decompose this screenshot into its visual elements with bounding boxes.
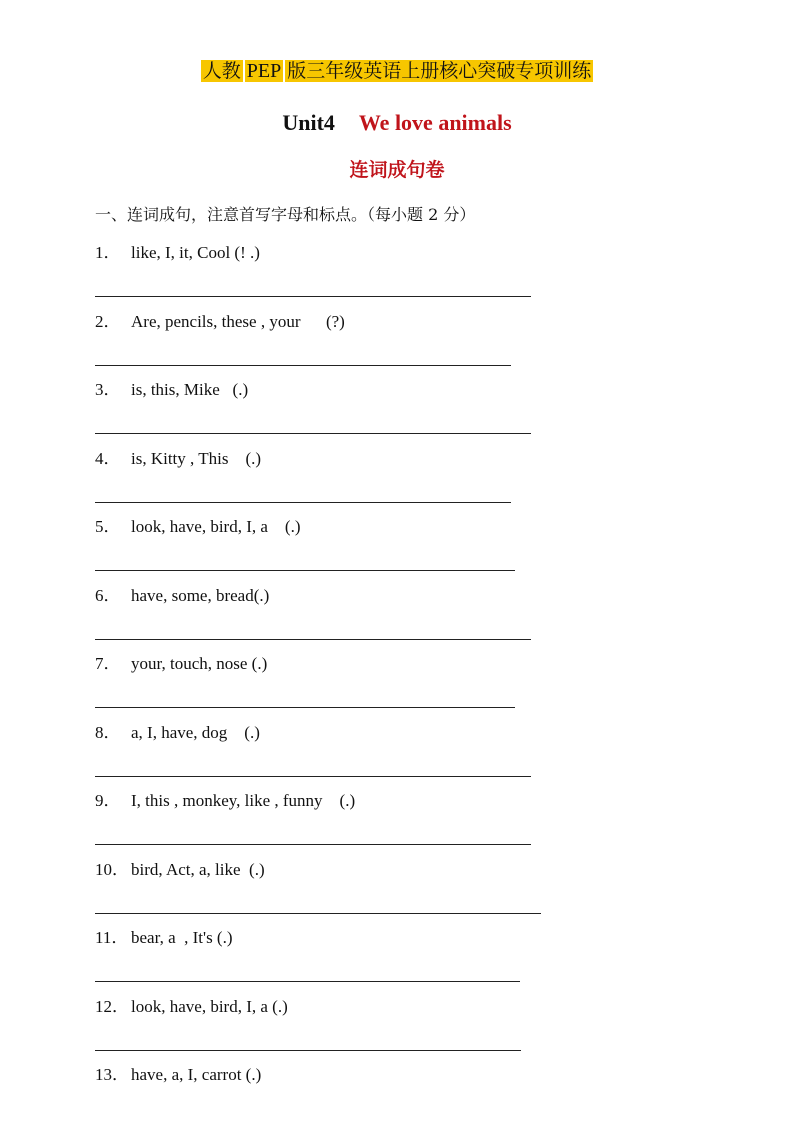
question-item	[95, 515, 300, 539]
banner-part: 版三年级英语上册核心突破专项训练	[287, 60, 592, 82]
question-item	[95, 721, 260, 745]
sheet-title: 连词成句卷	[349, 159, 445, 181]
question-words: bird, Act, a, like (.)	[131, 860, 265, 879]
question-number: 7．	[95, 654, 121, 673]
question-number: 6．	[95, 586, 121, 605]
answer-line[interactable]	[95, 981, 520, 982]
question-words: a, I, have, dog (.)	[131, 723, 260, 742]
question-item	[95, 995, 288, 1019]
answer-line[interactable]	[95, 776, 531, 777]
answer-line[interactable]	[95, 1050, 521, 1051]
answer-line[interactable]	[95, 913, 541, 914]
question-number: 1．	[95, 243, 121, 262]
title-banner	[0, 54, 794, 88]
question-number: 2．	[95, 312, 121, 331]
question-words: have, a, I, carrot (.)	[131, 1065, 262, 1084]
answer-line[interactable]	[95, 296, 531, 297]
question-number: 3．	[95, 380, 121, 399]
question-words: bear, a , It's (.)	[131, 928, 233, 947]
question-number: 4．	[95, 449, 121, 468]
question-words: look, have, bird, I, a (.)	[131, 997, 288, 1016]
answer-line[interactable]	[95, 707, 515, 708]
question-item	[95, 241, 260, 265]
answer-line[interactable]	[95, 844, 531, 845]
question-number: 10．	[95, 860, 129, 879]
question-words: I, this , monkey, like , funny (.)	[131, 791, 356, 810]
question-item	[95, 310, 345, 334]
question-words: look, have, bird, I, a (.)	[131, 517, 301, 536]
question-item	[95, 652, 267, 676]
unit-title	[0, 108, 794, 138]
question-words: is, Kitty , This (.)	[131, 449, 262, 468]
question-words: like, I, it, Cool (! .)	[131, 243, 260, 262]
question-item	[95, 789, 355, 813]
answer-line[interactable]	[95, 365, 511, 366]
question-item	[95, 584, 269, 608]
question-item	[95, 858, 265, 882]
banner-part: PEP	[246, 60, 282, 82]
banner-part: 人教	[202, 60, 241, 82]
question-number: 5．	[95, 517, 121, 536]
question-number: 8．	[95, 723, 121, 742]
question-number: 9．	[95, 791, 121, 810]
question-words: Are, pencils, these , your (?)	[131, 312, 345, 331]
answer-line[interactable]	[95, 639, 531, 640]
question-number: 13．	[95, 1065, 129, 1084]
answer-line[interactable]	[95, 433, 531, 434]
question-words: your, touch, nose (.)	[131, 654, 268, 673]
question-words: is, this, Mike (.)	[131, 380, 249, 399]
answer-line[interactable]	[95, 570, 515, 571]
section-instruction: 一、连词成句，注意首写字母和标点。（每小题 2 分）	[95, 205, 476, 224]
question-words: have, some, bread(.)	[131, 586, 270, 605]
question-number: 12．	[95, 997, 129, 1016]
question-number: 11．	[95, 928, 129, 947]
question-item	[95, 1063, 261, 1087]
answer-line[interactable]	[95, 502, 511, 503]
question-item	[95, 447, 261, 471]
question-item	[95, 926, 233, 950]
question-item	[95, 378, 248, 402]
unit-name: We love animals	[358, 110, 512, 135]
unit-number: Unit4	[282, 110, 335, 135]
